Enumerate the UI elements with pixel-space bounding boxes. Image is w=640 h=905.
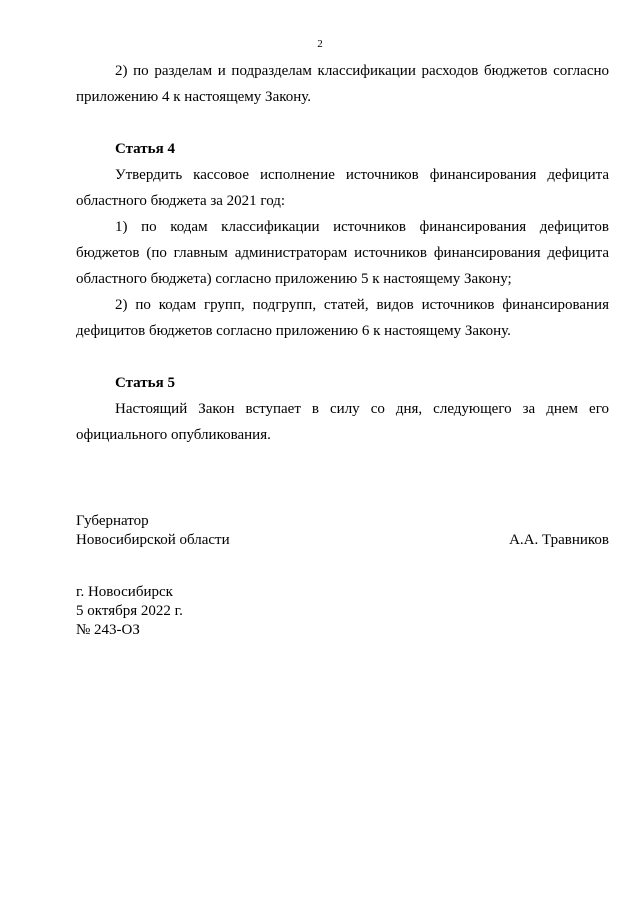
article5-section	[76, 370, 609, 448]
article4-section	[76, 136, 609, 344]
article5-text: Настоящий Закон вступает в силу со дня, следующего за днем его официального опубликования.	[76, 401, 609, 443]
signature-name: А.А. Травников	[509, 532, 609, 548]
article4-heading: Статья 4	[115, 141, 175, 157]
footer-date: 5 октября 2022 г.	[76, 603, 183, 619]
article3-item2: 2) по разделам и подразделам классификации расходов бюджетов согласно приложению 4 к настоящему Закону.	[76, 63, 609, 105]
article4-lead: Утвердить кассовое исполнение источников финансирования дефицита областного бюджета за 2021 год:	[76, 167, 609, 209]
article4-item1: 1) по кодам классификации источников финансирования дефицитов бюджетов (по главным администраторам источников финансирования дефицита областного бюджета) согласно приложению 5 к настоящему Закону;	[76, 219, 609, 287]
article5-heading: Статья 5	[115, 375, 175, 391]
signature-title-line1: Губернатор	[76, 513, 149, 529]
footer-city: г. Новосибирск	[76, 584, 173, 600]
document-footer	[76, 583, 183, 640]
article3-item2-block	[76, 58, 609, 110]
page-number: 2	[317, 38, 323, 50]
article4-item2: 2) по кодам групп, подгрупп, статей, видов источников финансирования дефицитов бюджетов согласно приложению 6 к настоящему Закону.	[76, 297, 609, 339]
footer-number: № 243-ОЗ	[76, 622, 140, 638]
signature-title-line2: Новосибирской области	[76, 532, 230, 548]
signature-title	[76, 512, 230, 550]
